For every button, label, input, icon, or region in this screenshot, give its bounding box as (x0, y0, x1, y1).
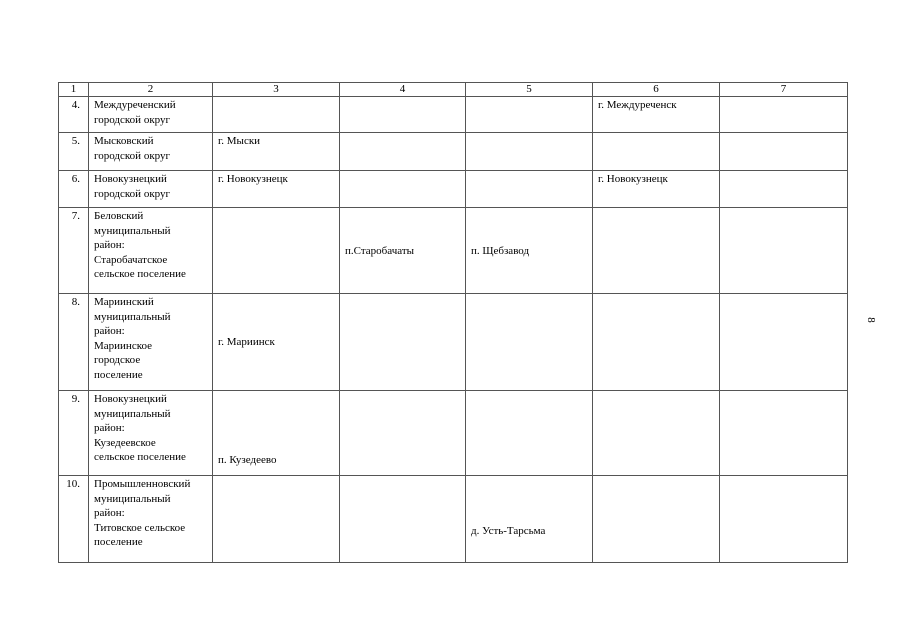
cell-col6: г. Новокузнецк (593, 171, 720, 208)
cell-col7 (720, 133, 848, 171)
column-header-7: 7 (720, 83, 848, 97)
cell-col6: г. Междуреченск (593, 97, 720, 133)
cell-col3 (213, 97, 340, 133)
cell-col5 (466, 391, 593, 476)
table-row (59, 294, 848, 391)
table-row (59, 391, 848, 476)
cell-col4 (340, 97, 466, 133)
table-row (59, 97, 848, 133)
cell-col7 (720, 208, 848, 294)
cell-col4 (340, 133, 466, 171)
cell-col5 (466, 133, 593, 171)
cell-col5 (466, 97, 593, 133)
cell-col3 (213, 476, 340, 563)
municipality-name: Беловский муниципальный район: Старобачатское сельское поселение (89, 208, 213, 294)
municipality-name: Мысковский городской округ (89, 133, 213, 171)
settlements-table (58, 82, 848, 563)
cell-col3: г. Новокузнецк (213, 171, 340, 208)
row-number: 4. (59, 97, 89, 133)
column-header-5: 5 (466, 83, 593, 97)
row-number: 6. (59, 171, 89, 208)
municipality-name: Новокузнецкий муниципальный район: Кузедеевское сельское поселение (89, 391, 213, 476)
cell-col7 (720, 391, 848, 476)
table-row (59, 171, 848, 208)
cell-col4 (340, 294, 466, 391)
row-number: 10. (59, 476, 89, 563)
cell-col7 (720, 294, 848, 391)
cell-col6 (593, 133, 720, 171)
table-header-row (59, 83, 848, 97)
cell-col7 (720, 97, 848, 133)
cell-col4 (340, 476, 466, 563)
column-header-2: 2 (89, 83, 213, 97)
cell-col6 (593, 476, 720, 563)
cell-col5: п. Щебзавод (466, 208, 593, 294)
cell-col3: г. Мариинск (213, 294, 340, 391)
table-row (59, 133, 848, 171)
cell-col6 (593, 294, 720, 391)
cell-col6 (593, 391, 720, 476)
row-number: 5. (59, 133, 89, 171)
column-header-1: 1 (59, 83, 89, 97)
row-number: 9. (59, 391, 89, 476)
cell-col4: п.Старобачаты (340, 208, 466, 294)
municipality-name: Междуреченский городской округ (89, 97, 213, 133)
row-number: 7. (59, 208, 89, 294)
cell-col7 (720, 476, 848, 563)
municipality-name: Мариинский муниципальный район: Мариинское городское поселение (89, 294, 213, 391)
cell-col5: д. Усть-Тарсьма (466, 476, 593, 563)
cell-col4 (340, 391, 466, 476)
cell-col7 (720, 171, 848, 208)
row-number: 8. (59, 294, 89, 391)
column-header-6: 6 (593, 83, 720, 97)
cell-col5 (466, 171, 593, 208)
cell-col3 (213, 208, 340, 294)
municipality-name: Новокузнецкий городской округ (89, 171, 213, 208)
column-header-4: 4 (340, 83, 466, 97)
cell-col4 (340, 171, 466, 208)
table-row (59, 476, 848, 563)
cell-col3: г. Мыски (213, 133, 340, 171)
column-header-3: 3 (213, 83, 340, 97)
cell-col3: п. Кузедеево (213, 391, 340, 476)
page-number: 8 (864, 317, 877, 323)
cell-col5 (466, 294, 593, 391)
table-row (59, 208, 848, 294)
municipality-name: Промышленновский муниципальный район: Титовское сельское поселение (89, 476, 213, 563)
cell-col6 (593, 208, 720, 294)
